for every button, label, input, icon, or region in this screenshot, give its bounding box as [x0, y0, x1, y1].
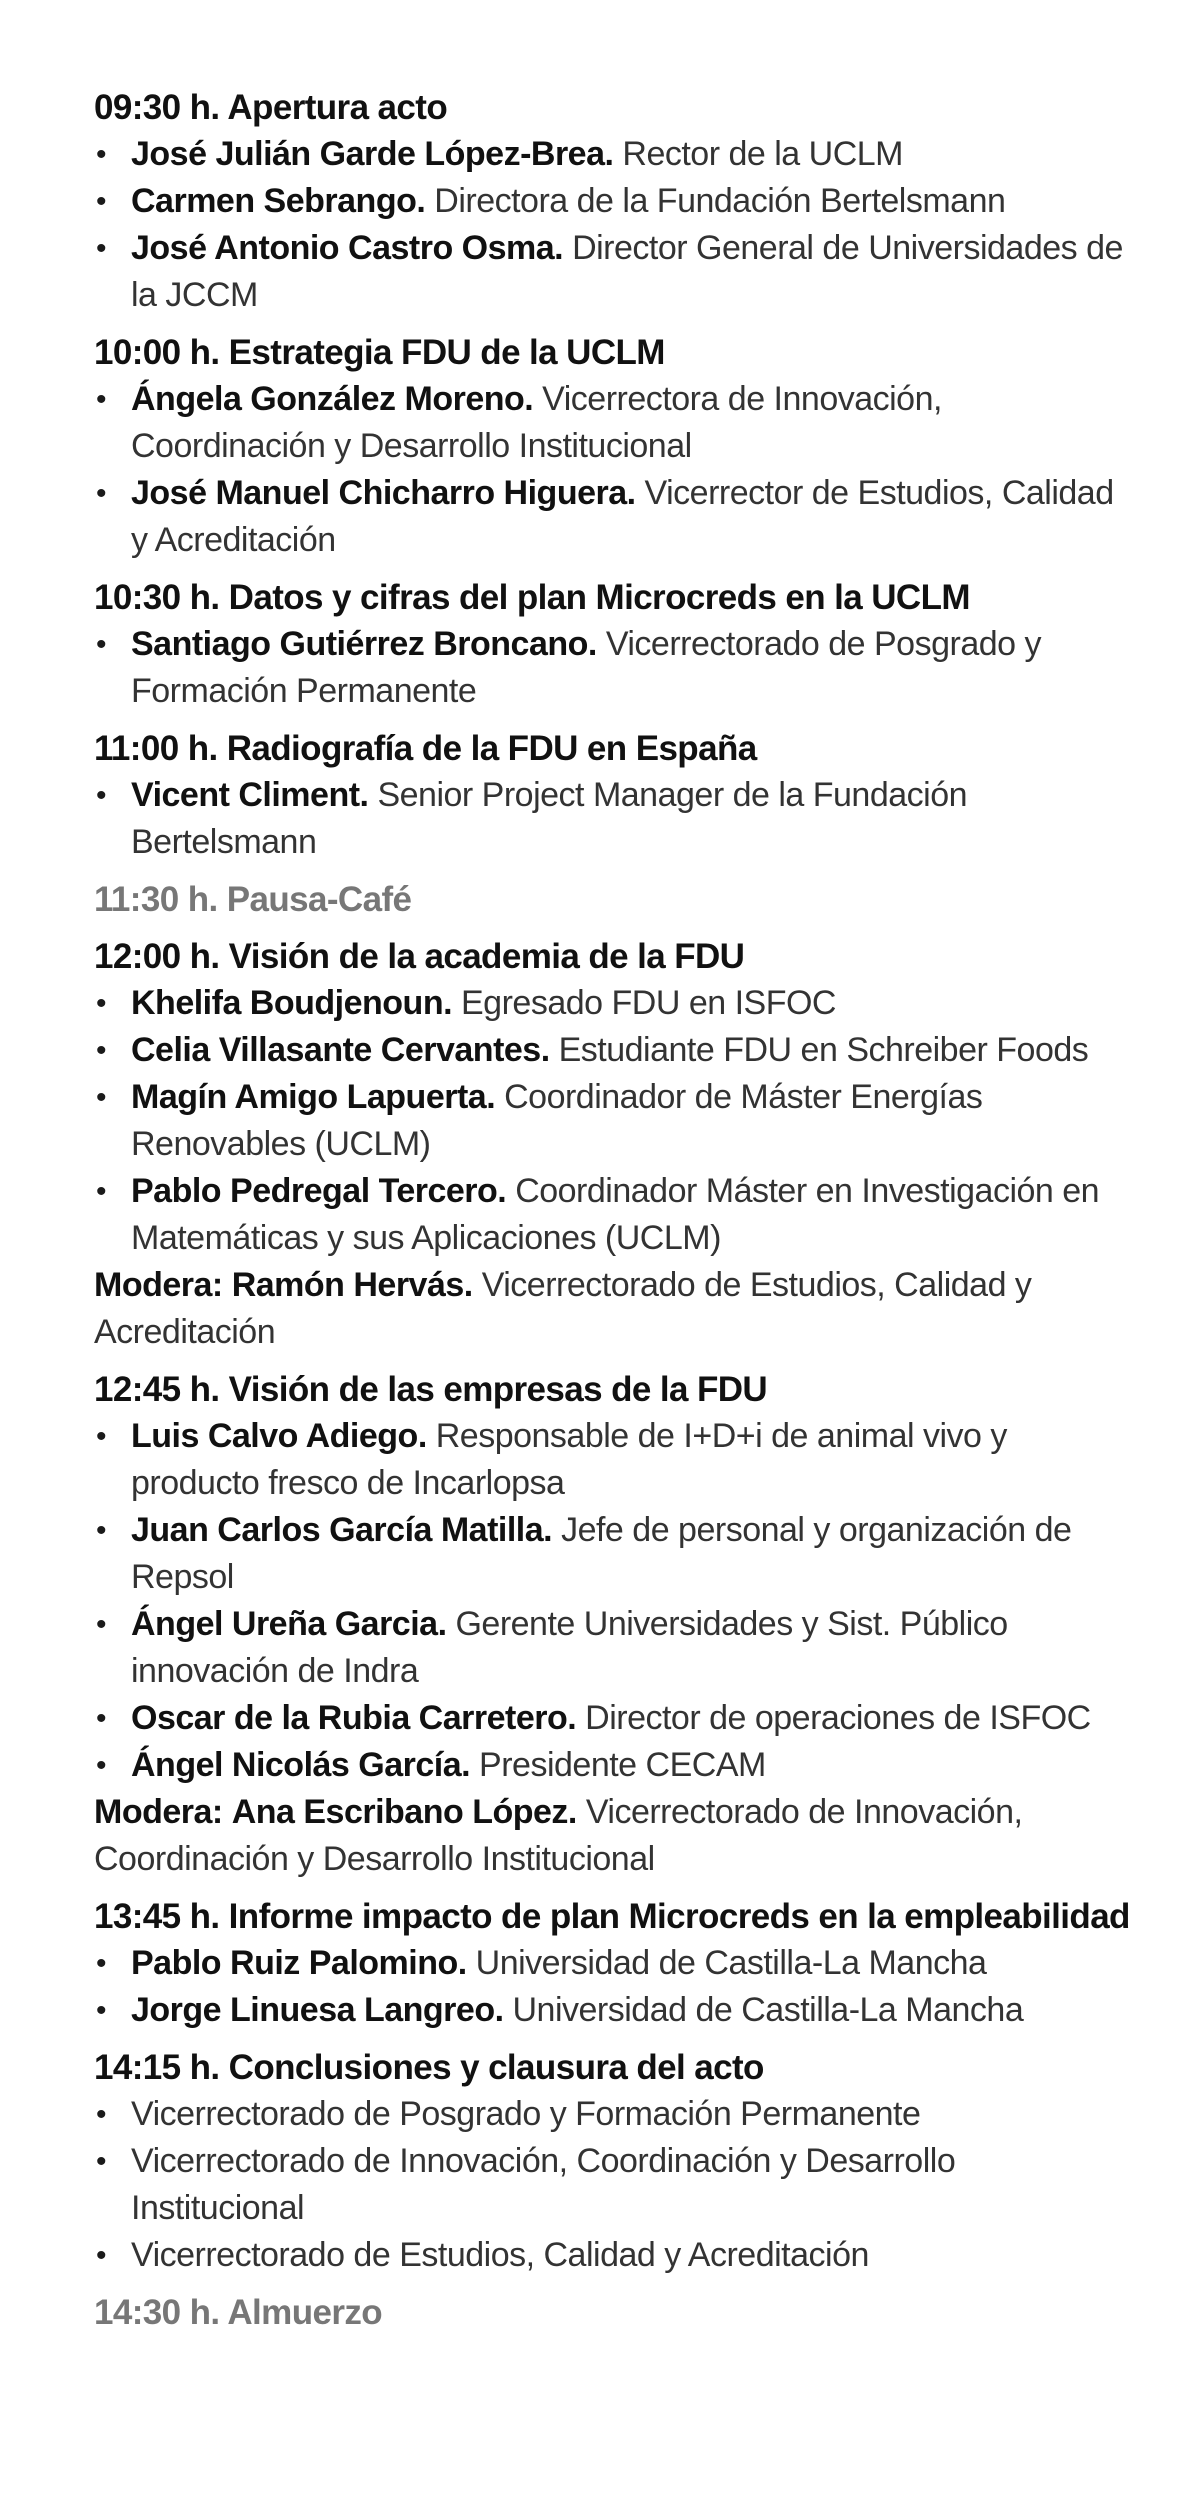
speaker-role: Egresado FDU en ISFOC	[461, 984, 836, 1022]
speaker-role: Estudiante FDU en Schreiber Foods	[558, 1031, 1089, 1069]
speaker-list	[94, 772, 1130, 866]
list-item	[94, 1413, 1130, 1507]
list-item	[94, 1940, 1130, 1987]
list-item	[94, 1742, 1130, 1789]
speaker-role: Coordinador Máster en Investigación en Matemáticas y sus Aplicaciones (UCLM)	[131, 1172, 1100, 1257]
list-item	[94, 1074, 1130, 1168]
speaker-name: Celia Villasante Cervantes.	[131, 1031, 550, 1069]
session-title: 12:00 h. Visión de la academia de la FDU	[94, 937, 745, 976]
speaker-name: Carmen Sebrango.	[131, 182, 426, 220]
session-apertura	[94, 84, 1130, 319]
speaker-name: Oscar de la Rubia Carretero.	[131, 1699, 577, 1737]
speaker-role: Vicerrectorado de Posgrado y Formación Permanente	[131, 625, 1042, 710]
session-informe-impacto	[94, 1893, 1130, 2034]
speaker-name: José Julián Garde López-Brea.	[131, 135, 614, 173]
speaker-list	[94, 1413, 1130, 1789]
speaker-name: Ángel Ureña Garcia.	[131, 1605, 447, 1643]
speaker-list	[94, 621, 1130, 715]
speaker-role: Vicerrectorado de Estudios, Calidad y Acreditación	[131, 2236, 869, 2274]
session-datos-cifras	[94, 574, 1130, 715]
speaker-name: Ángela González Moreno.	[131, 380, 534, 418]
speaker-role: Vicerrectorado de Innovación, Coordinación y Desarrollo Institucional	[131, 2142, 956, 2227]
moderator	[94, 1262, 1130, 1356]
speaker-name: Magín Amigo Lapuerta.	[131, 1078, 496, 1116]
list-item	[94, 376, 1130, 470]
session-title: 09:30 h. Apertura acto	[94, 88, 448, 127]
moderator-label: Modera:	[94, 1266, 223, 1304]
speaker-name: Ángel Nicolás García.	[131, 1746, 471, 1784]
list-item	[94, 2232, 1130, 2279]
speaker-role: Director de operaciones de ISFOC	[585, 1699, 1091, 1737]
session-title: 13:45 h. Informe impacto de plan Microcreds en la empleabilidad	[94, 1897, 1130, 1936]
speaker-role: Presidente CECAM	[479, 1746, 766, 1784]
list-item	[94, 1027, 1130, 1074]
speaker-role: Universidad de Castilla-La Mancha	[512, 1991, 1024, 2029]
speaker-name: Juan Carlos García Matilla.	[131, 1511, 553, 1549]
list-item	[94, 2091, 1130, 2138]
speaker-role: Gerente Universidades y Sist. Público innovación de Indra	[131, 1605, 1008, 1690]
speaker-name: José Antonio Castro Osma.	[131, 229, 564, 267]
list-item	[94, 1987, 1130, 2034]
list-item	[94, 225, 1130, 319]
session-title: 10:30 h. Datos y cifras del plan Microcreds en la UCLM	[94, 578, 970, 617]
list-item	[94, 1168, 1130, 1262]
speaker-role: Vicerrector de Estudios, Calidad y Acreditación	[131, 474, 1114, 559]
list-item	[94, 470, 1130, 564]
moderator	[94, 1789, 1130, 1883]
speaker-role: Director General de Universidades de la JCCM	[131, 229, 1123, 314]
moderator-role: Vicerrectorado de Estudios, Calidad y Acreditación	[94, 1266, 1032, 1351]
speaker-name: Jorge Linuesa Langreo.	[131, 1991, 504, 2029]
session-empresas	[94, 1366, 1130, 1883]
moderator-name: Ana Escribano López.	[231, 1793, 577, 1831]
speaker-name: José Manuel Chicharro Higuera.	[131, 474, 636, 512]
list-item	[94, 1601, 1130, 1695]
session-title: 14:15 h. Conclusiones y clausura del acto	[94, 2048, 764, 2087]
list-item	[94, 621, 1130, 715]
speaker-role: Vicerrectorado de Posgrado y Formación Permanente	[131, 2095, 921, 2133]
list-item	[94, 980, 1130, 1027]
list-item	[94, 772, 1130, 866]
list-item	[94, 1695, 1130, 1742]
list-item	[94, 178, 1130, 225]
speaker-name: Pablo Ruiz Palomino.	[131, 1944, 467, 1982]
moderator-role: Vicerrectorado de Innovación, Coordinación y Desarrollo Institucional	[94, 1793, 1023, 1878]
speaker-role: Jefe de personal y organización de Repsol	[131, 1511, 1072, 1596]
speaker-role: Universidad de Castilla-La Mancha	[475, 1944, 987, 1982]
speaker-list	[94, 2091, 1130, 2279]
list-item	[94, 2138, 1130, 2232]
moderator-label: Modera:	[94, 1793, 223, 1831]
speaker-role: Responsable de I+D+i de animal vivo y producto fresco de Incarlopsa	[131, 1417, 1007, 1502]
speaker-list	[94, 376, 1130, 564]
break-title: 11:30 h. Pausa-Café	[94, 880, 412, 919]
speaker-name: Santiago Gutiérrez Broncano.	[131, 625, 597, 663]
list-item	[94, 1507, 1130, 1601]
speaker-name: Vicent Climent.	[131, 776, 369, 814]
session-radiografia	[94, 725, 1130, 866]
list-item	[94, 131, 1130, 178]
speaker-list	[94, 131, 1130, 319]
session-conclusiones	[94, 2044, 1130, 2279]
speaker-name: Luis Calvo Adiego.	[131, 1417, 427, 1455]
speaker-name: Khelifa Boudjenoun.	[131, 984, 453, 1022]
speaker-role: Directora de la Fundación Bertelsmann	[434, 182, 1006, 220]
speaker-role: Rector de la UCLM	[622, 135, 903, 173]
speaker-name: Pablo Pedregal Tercero.	[131, 1172, 507, 1210]
speaker-role: Coordinador de Máster Energías Renovables (UCLM)	[131, 1078, 983, 1163]
lunch-title: 14:30 h. Almuerzo	[94, 2293, 383, 2332]
session-title: 11:00 h. Radiografía de la FDU en España	[94, 729, 757, 768]
session-estrategia	[94, 329, 1130, 564]
session-title: 10:00 h. Estrategia FDU de la UCLM	[94, 333, 665, 372]
speaker-role: Senior Project Manager de la Fundación Bertelsmann	[131, 776, 968, 861]
speaker-role: Vicerrectora de Innovación, Coordinación y Desarrollo Institucional	[131, 380, 942, 465]
session-academia	[94, 933, 1130, 1356]
moderator-name: Ramón Hervás.	[231, 1266, 473, 1304]
speaker-list	[94, 980, 1130, 1262]
session-title: 12:45 h. Visión de las empresas de la FDU	[94, 1370, 768, 1409]
speaker-list	[94, 1940, 1130, 2034]
